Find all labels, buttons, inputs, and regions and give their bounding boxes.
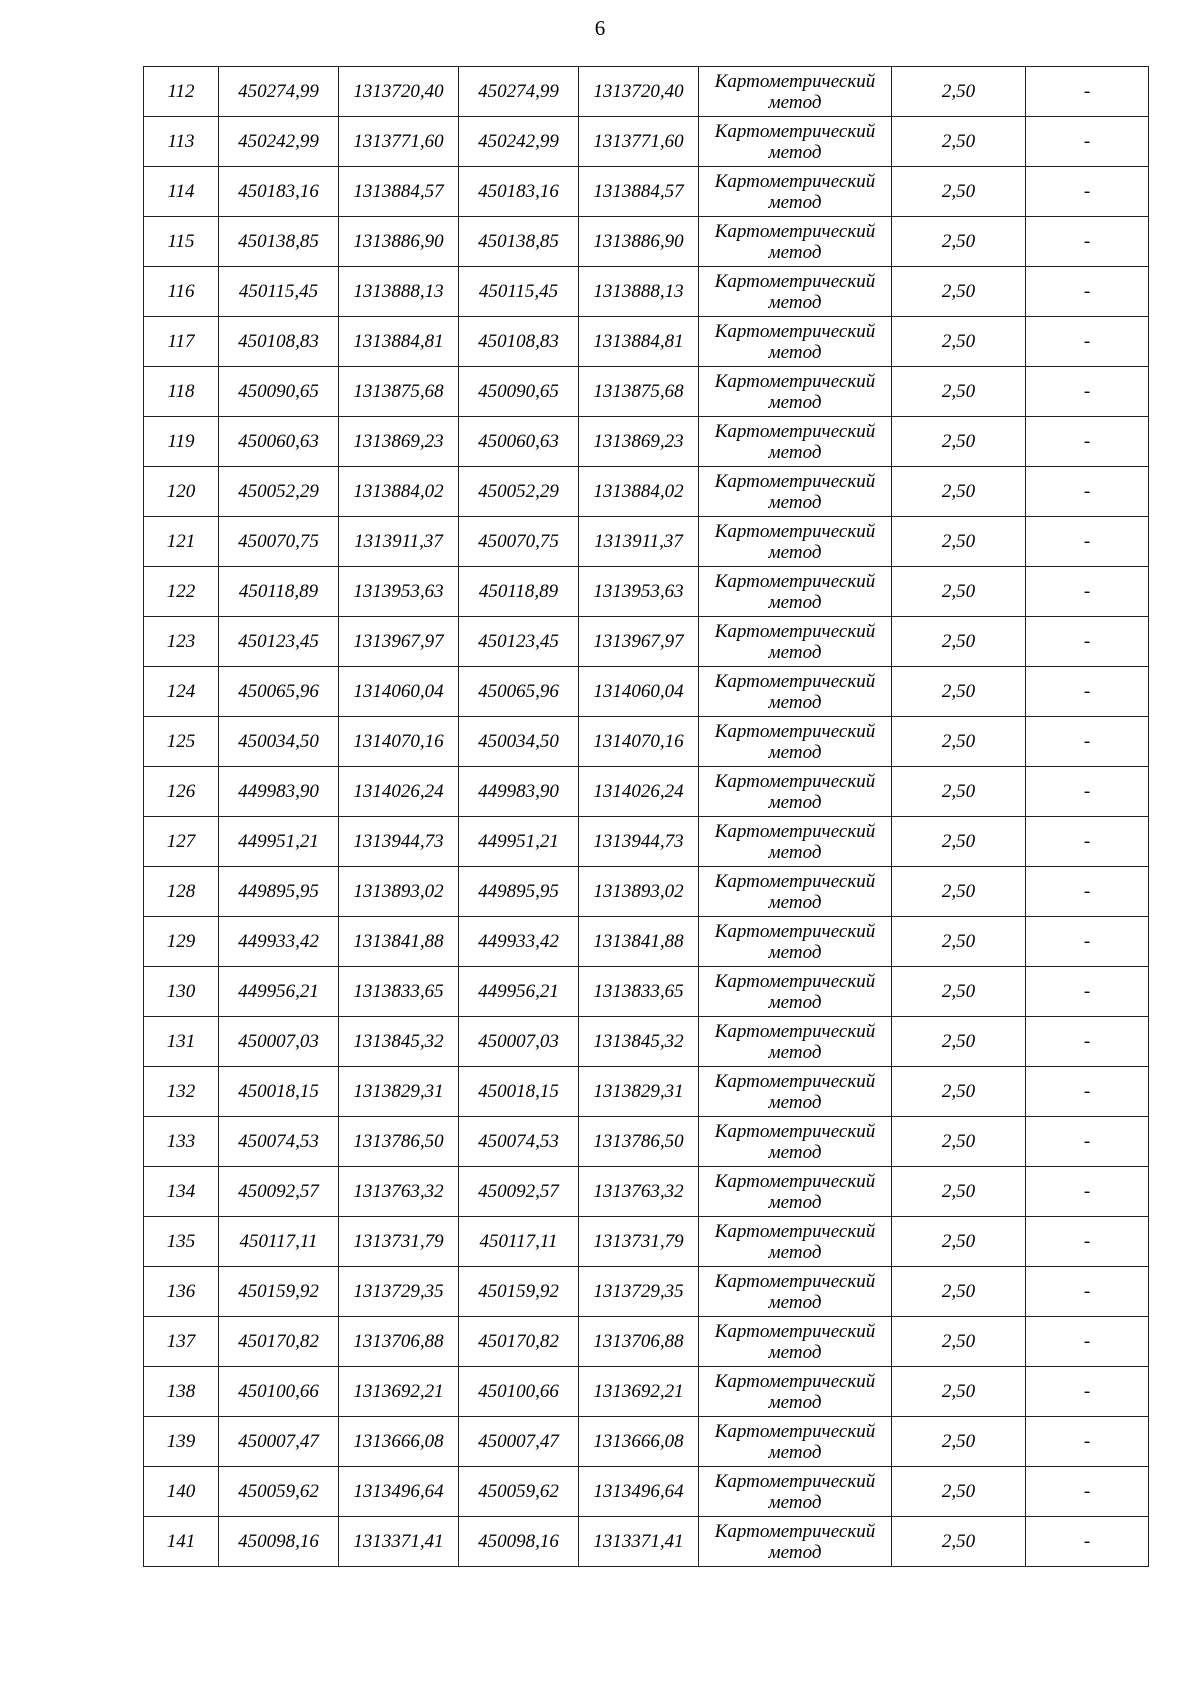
table-row xyxy=(144,267,1149,317)
table-row xyxy=(144,667,1149,717)
point-number-cell: 136 xyxy=(144,1267,219,1317)
method-cell: Картометрический метод xyxy=(699,1517,892,1567)
accuracy-cell: 2,50 xyxy=(892,617,1026,667)
description-cell: - xyxy=(1026,167,1149,217)
y-existing-cell: 1313771,60 xyxy=(339,117,459,167)
point-number-cell: 134 xyxy=(144,1167,219,1217)
x-refined-cell: 450117,11 xyxy=(459,1217,579,1267)
table-row xyxy=(144,1067,1149,1117)
x-existing-cell: 450117,11 xyxy=(219,1217,339,1267)
y-existing-cell: 1313763,32 xyxy=(339,1167,459,1217)
y-existing-cell: 1313884,81 xyxy=(339,317,459,367)
table-row xyxy=(144,1267,1149,1317)
accuracy-cell: 2,50 xyxy=(892,1317,1026,1367)
x-existing-cell: 449983,90 xyxy=(219,767,339,817)
table-row xyxy=(144,1417,1149,1467)
table-row xyxy=(144,167,1149,217)
method-cell: Картометрический метод xyxy=(699,1467,892,1517)
accuracy-cell: 2,50 xyxy=(892,417,1026,467)
table-row xyxy=(144,1317,1149,1367)
y-existing-cell: 1313706,88 xyxy=(339,1317,459,1367)
accuracy-cell: 2,50 xyxy=(892,767,1026,817)
y-refined-cell: 1313692,21 xyxy=(579,1367,699,1417)
method-cell: Картометрический метод xyxy=(699,767,892,817)
x-existing-cell: 450092,57 xyxy=(219,1167,339,1217)
y-existing-cell: 1313967,97 xyxy=(339,617,459,667)
point-number-cell: 137 xyxy=(144,1317,219,1367)
point-number-cell: 113 xyxy=(144,117,219,167)
x-existing-cell: 450123,45 xyxy=(219,617,339,667)
table-row xyxy=(144,1217,1149,1267)
y-refined-cell: 1313729,35 xyxy=(579,1267,699,1317)
y-existing-cell: 1313829,31 xyxy=(339,1067,459,1117)
accuracy-cell: 2,50 xyxy=(892,967,1026,1017)
table-row xyxy=(144,1367,1149,1417)
table-row xyxy=(144,817,1149,867)
description-cell: - xyxy=(1026,967,1149,1017)
accuracy-cell: 2,50 xyxy=(892,467,1026,517)
x-refined-cell: 450100,66 xyxy=(459,1367,579,1417)
y-existing-cell: 1313875,68 xyxy=(339,367,459,417)
y-refined-cell: 1313720,40 xyxy=(579,67,699,117)
y-refined-cell: 1313953,63 xyxy=(579,567,699,617)
x-existing-cell: 450108,83 xyxy=(219,317,339,367)
y-refined-cell: 1314060,04 xyxy=(579,667,699,717)
y-refined-cell: 1313888,13 xyxy=(579,267,699,317)
accuracy-cell: 2,50 xyxy=(892,1267,1026,1317)
table-row xyxy=(144,217,1149,267)
point-number-cell: 135 xyxy=(144,1217,219,1267)
method-cell: Картометрический метод xyxy=(699,1117,892,1167)
accuracy-cell: 2,50 xyxy=(892,67,1026,117)
description-cell: - xyxy=(1026,1267,1149,1317)
x-existing-cell: 450115,45 xyxy=(219,267,339,317)
x-refined-cell: 450092,57 xyxy=(459,1167,579,1217)
point-number-cell: 127 xyxy=(144,817,219,867)
accuracy-cell: 2,50 xyxy=(892,1517,1026,1567)
method-cell: Картометрический метод xyxy=(699,117,892,167)
table-row xyxy=(144,1017,1149,1067)
y-refined-cell: 1313944,73 xyxy=(579,817,699,867)
table-row xyxy=(144,1167,1149,1217)
x-existing-cell: 450242,99 xyxy=(219,117,339,167)
x-existing-cell: 449933,42 xyxy=(219,917,339,967)
y-existing-cell: 1313869,23 xyxy=(339,417,459,467)
description-cell: - xyxy=(1026,917,1149,967)
x-existing-cell: 450170,82 xyxy=(219,1317,339,1367)
y-existing-cell: 1313666,08 xyxy=(339,1417,459,1467)
method-cell: Картометрический метод xyxy=(699,867,892,917)
y-refined-cell: 1313841,88 xyxy=(579,917,699,967)
y-refined-cell: 1313884,81 xyxy=(579,317,699,367)
x-refined-cell: 450098,16 xyxy=(459,1517,579,1567)
x-refined-cell: 450183,16 xyxy=(459,167,579,217)
x-refined-cell: 450007,03 xyxy=(459,1017,579,1067)
y-existing-cell: 1313888,13 xyxy=(339,267,459,317)
point-number-cell: 114 xyxy=(144,167,219,217)
table-row xyxy=(144,1517,1149,1567)
accuracy-cell: 2,50 xyxy=(892,817,1026,867)
x-refined-cell: 449956,21 xyxy=(459,967,579,1017)
description-cell: - xyxy=(1026,117,1149,167)
method-cell: Картометрический метод xyxy=(699,1017,892,1067)
point-number-cell: 139 xyxy=(144,1417,219,1467)
y-existing-cell: 1313729,35 xyxy=(339,1267,459,1317)
y-refined-cell: 1313869,23 xyxy=(579,417,699,467)
y-refined-cell: 1313496,64 xyxy=(579,1467,699,1517)
point-number-cell: 132 xyxy=(144,1067,219,1117)
description-cell: - xyxy=(1026,617,1149,667)
description-cell: - xyxy=(1026,217,1149,267)
accuracy-cell: 2,50 xyxy=(892,567,1026,617)
x-existing-cell: 450007,03 xyxy=(219,1017,339,1067)
x-refined-cell: 450138,85 xyxy=(459,217,579,267)
accuracy-cell: 2,50 xyxy=(892,367,1026,417)
point-number-cell: 131 xyxy=(144,1017,219,1067)
point-number-cell: 121 xyxy=(144,517,219,567)
x-refined-cell: 450074,53 xyxy=(459,1117,579,1167)
description-cell: - xyxy=(1026,1067,1149,1117)
description-cell: - xyxy=(1026,1467,1149,1517)
description-cell: - xyxy=(1026,1017,1149,1067)
accuracy-cell: 2,50 xyxy=(892,317,1026,367)
x-existing-cell: 450183,16 xyxy=(219,167,339,217)
point-number-cell: 120 xyxy=(144,467,219,517)
accuracy-cell: 2,50 xyxy=(892,1217,1026,1267)
description-cell: - xyxy=(1026,567,1149,617)
x-refined-cell: 450115,45 xyxy=(459,267,579,317)
table-row xyxy=(144,1467,1149,1517)
x-refined-cell: 450159,92 xyxy=(459,1267,579,1317)
point-number-cell: 141 xyxy=(144,1517,219,1567)
description-cell: - xyxy=(1026,1317,1149,1367)
description-cell: - xyxy=(1026,1367,1149,1417)
method-cell: Картометрический метод xyxy=(699,517,892,567)
x-refined-cell: 450007,47 xyxy=(459,1417,579,1467)
point-number-cell: 117 xyxy=(144,317,219,367)
page-number: 6 xyxy=(594,16,606,40)
x-refined-cell: 450034,50 xyxy=(459,717,579,767)
y-existing-cell: 1313886,90 xyxy=(339,217,459,267)
accuracy-cell: 2,50 xyxy=(892,117,1026,167)
table-row xyxy=(144,367,1149,417)
table-row xyxy=(144,417,1149,467)
y-existing-cell: 1313731,79 xyxy=(339,1217,459,1267)
x-refined-cell: 449951,21 xyxy=(459,817,579,867)
description-cell: - xyxy=(1026,1167,1149,1217)
point-number-cell: 133 xyxy=(144,1117,219,1167)
y-existing-cell: 1313786,50 xyxy=(339,1117,459,1167)
x-existing-cell: 449956,21 xyxy=(219,967,339,1017)
point-number-cell: 123 xyxy=(144,617,219,667)
table-row xyxy=(144,767,1149,817)
accuracy-cell: 2,50 xyxy=(892,1117,1026,1167)
y-refined-cell: 1313886,90 xyxy=(579,217,699,267)
method-cell: Картометрический метод xyxy=(699,617,892,667)
x-refined-cell: 450070,75 xyxy=(459,517,579,567)
x-existing-cell: 450098,16 xyxy=(219,1517,339,1567)
point-number-cell: 125 xyxy=(144,717,219,767)
y-refined-cell: 1313911,37 xyxy=(579,517,699,567)
y-existing-cell: 1313371,41 xyxy=(339,1517,459,1567)
x-refined-cell: 450059,62 xyxy=(459,1467,579,1517)
description-cell: - xyxy=(1026,1217,1149,1267)
x-existing-cell: 450138,85 xyxy=(219,217,339,267)
table-row xyxy=(144,567,1149,617)
method-cell: Картометрический метод xyxy=(699,417,892,467)
x-existing-cell: 450074,53 xyxy=(219,1117,339,1167)
point-number-cell: 116 xyxy=(144,267,219,317)
y-refined-cell: 1313771,60 xyxy=(579,117,699,167)
accuracy-cell: 2,50 xyxy=(892,1167,1026,1217)
method-cell: Картометрический метод xyxy=(699,567,892,617)
y-refined-cell: 1313786,50 xyxy=(579,1117,699,1167)
method-cell: Картометрический метод xyxy=(699,167,892,217)
y-existing-cell: 1313720,40 xyxy=(339,67,459,117)
x-refined-cell: 450118,89 xyxy=(459,567,579,617)
y-refined-cell: 1313371,41 xyxy=(579,1517,699,1567)
y-existing-cell: 1313833,65 xyxy=(339,967,459,1017)
method-cell: Картометрический метод xyxy=(699,1067,892,1117)
x-refined-cell: 449933,42 xyxy=(459,917,579,967)
table-row xyxy=(144,867,1149,917)
table-row xyxy=(144,1117,1149,1167)
method-cell: Картометрический метод xyxy=(699,217,892,267)
x-refined-cell: 449983,90 xyxy=(459,767,579,817)
point-number-cell: 119 xyxy=(144,417,219,467)
point-number-cell: 124 xyxy=(144,667,219,717)
accuracy-cell: 2,50 xyxy=(892,917,1026,967)
description-cell: - xyxy=(1026,267,1149,317)
point-number-cell: 128 xyxy=(144,867,219,917)
y-existing-cell: 1313944,73 xyxy=(339,817,459,867)
accuracy-cell: 2,50 xyxy=(892,667,1026,717)
description-cell: - xyxy=(1026,517,1149,567)
method-cell: Картометрический метод xyxy=(699,367,892,417)
method-cell: Картометрический метод xyxy=(699,917,892,967)
y-existing-cell: 1313841,88 xyxy=(339,917,459,967)
y-existing-cell: 1313953,63 xyxy=(339,567,459,617)
y-refined-cell: 1313893,02 xyxy=(579,867,699,917)
accuracy-cell: 2,50 xyxy=(892,1067,1026,1117)
point-number-cell: 129 xyxy=(144,917,219,967)
y-existing-cell: 1314026,24 xyxy=(339,767,459,817)
table-body xyxy=(144,67,1149,1567)
point-number-cell: 115 xyxy=(144,217,219,267)
description-cell: - xyxy=(1026,817,1149,867)
x-refined-cell: 450052,29 xyxy=(459,467,579,517)
table-row xyxy=(144,967,1149,1017)
x-existing-cell: 450059,62 xyxy=(219,1467,339,1517)
x-existing-cell: 450018,15 xyxy=(219,1067,339,1117)
method-cell: Картометрический метод xyxy=(699,1317,892,1367)
description-cell: - xyxy=(1026,1117,1149,1167)
description-cell: - xyxy=(1026,767,1149,817)
x-existing-cell: 450007,47 xyxy=(219,1417,339,1467)
x-existing-cell: 450070,75 xyxy=(219,517,339,567)
y-refined-cell: 1313884,57 xyxy=(579,167,699,217)
table-row xyxy=(144,917,1149,967)
y-existing-cell: 1313692,21 xyxy=(339,1367,459,1417)
method-cell: Картометрический метод xyxy=(699,1267,892,1317)
accuracy-cell: 2,50 xyxy=(892,517,1026,567)
description-cell: - xyxy=(1026,667,1149,717)
table-row xyxy=(144,67,1149,117)
method-cell: Картометрический метод xyxy=(699,1367,892,1417)
y-refined-cell: 1313967,97 xyxy=(579,617,699,667)
table-row xyxy=(144,317,1149,367)
method-cell: Картометрический метод xyxy=(699,817,892,867)
y-existing-cell: 1314070,16 xyxy=(339,717,459,767)
x-refined-cell: 450065,96 xyxy=(459,667,579,717)
y-refined-cell: 1313731,79 xyxy=(579,1217,699,1267)
coordinates-table xyxy=(143,66,1149,1567)
x-refined-cell: 450170,82 xyxy=(459,1317,579,1367)
x-refined-cell: 450242,99 xyxy=(459,117,579,167)
description-cell: - xyxy=(1026,1517,1149,1567)
method-cell: Картометрический метод xyxy=(699,1417,892,1467)
y-refined-cell: 1314070,16 xyxy=(579,717,699,767)
method-cell: Картометрический метод xyxy=(699,967,892,1017)
y-existing-cell: 1313845,32 xyxy=(339,1017,459,1067)
accuracy-cell: 2,50 xyxy=(892,717,1026,767)
point-number-cell: 112 xyxy=(144,67,219,117)
table-row xyxy=(144,717,1149,767)
x-existing-cell: 450090,65 xyxy=(219,367,339,417)
accuracy-cell: 2,50 xyxy=(892,1467,1026,1517)
y-existing-cell: 1313911,37 xyxy=(339,517,459,567)
x-existing-cell: 450060,63 xyxy=(219,417,339,467)
description-cell: - xyxy=(1026,417,1149,467)
accuracy-cell: 2,50 xyxy=(892,1017,1026,1067)
x-existing-cell: 450100,66 xyxy=(219,1367,339,1417)
accuracy-cell: 2,50 xyxy=(892,1417,1026,1467)
x-existing-cell: 450034,50 xyxy=(219,717,339,767)
y-existing-cell: 1313884,02 xyxy=(339,467,459,517)
method-cell: Картометрический метод xyxy=(699,317,892,367)
table-row xyxy=(144,617,1149,667)
x-refined-cell: 450090,65 xyxy=(459,367,579,417)
x-existing-cell: 449951,21 xyxy=(219,817,339,867)
x-refined-cell: 450274,99 xyxy=(459,67,579,117)
accuracy-cell: 2,50 xyxy=(892,167,1026,217)
y-refined-cell: 1313763,32 xyxy=(579,1167,699,1217)
description-cell: - xyxy=(1026,467,1149,517)
x-existing-cell: 450118,89 xyxy=(219,567,339,617)
x-refined-cell: 450108,83 xyxy=(459,317,579,367)
method-cell: Картометрический метод xyxy=(699,67,892,117)
y-refined-cell: 1313875,68 xyxy=(579,367,699,417)
x-refined-cell: 450018,15 xyxy=(459,1067,579,1117)
point-number-cell: 118 xyxy=(144,367,219,417)
y-existing-cell: 1313496,64 xyxy=(339,1467,459,1517)
x-refined-cell: 450123,45 xyxy=(459,617,579,667)
point-number-cell: 126 xyxy=(144,767,219,817)
y-refined-cell: 1314026,24 xyxy=(579,767,699,817)
method-cell: Картометрический метод xyxy=(699,467,892,517)
table-row xyxy=(144,517,1149,567)
description-cell: - xyxy=(1026,67,1149,117)
x-existing-cell: 450052,29 xyxy=(219,467,339,517)
x-refined-cell: 450060,63 xyxy=(459,417,579,467)
y-refined-cell: 1313845,32 xyxy=(579,1017,699,1067)
method-cell: Картометрический метод xyxy=(699,1217,892,1267)
method-cell: Картометрический метод xyxy=(699,667,892,717)
method-cell: Картометрический метод xyxy=(699,717,892,767)
x-existing-cell: 449895,95 xyxy=(219,867,339,917)
y-refined-cell: 1313833,65 xyxy=(579,967,699,1017)
table-row xyxy=(144,117,1149,167)
method-cell: Картометрический метод xyxy=(699,267,892,317)
y-refined-cell: 1313829,31 xyxy=(579,1067,699,1117)
accuracy-cell: 2,50 xyxy=(892,1367,1026,1417)
description-cell: - xyxy=(1026,367,1149,417)
accuracy-cell: 2,50 xyxy=(892,867,1026,917)
method-cell: Картометрический метод xyxy=(699,1167,892,1217)
accuracy-cell: 2,50 xyxy=(892,217,1026,267)
description-cell: - xyxy=(1026,1417,1149,1467)
point-number-cell: 138 xyxy=(144,1367,219,1417)
table-row xyxy=(144,467,1149,517)
x-existing-cell: 450065,96 xyxy=(219,667,339,717)
y-existing-cell: 1313884,57 xyxy=(339,167,459,217)
point-number-cell: 130 xyxy=(144,967,219,1017)
y-existing-cell: 1314060,04 xyxy=(339,667,459,717)
description-cell: - xyxy=(1026,867,1149,917)
point-number-cell: 140 xyxy=(144,1467,219,1517)
y-refined-cell: 1313706,88 xyxy=(579,1317,699,1367)
accuracy-cell: 2,50 xyxy=(892,267,1026,317)
x-refined-cell: 449895,95 xyxy=(459,867,579,917)
x-existing-cell: 450274,99 xyxy=(219,67,339,117)
x-existing-cell: 450159,92 xyxy=(219,1267,339,1317)
description-cell: - xyxy=(1026,717,1149,767)
y-refined-cell: 1313884,02 xyxy=(579,467,699,517)
y-existing-cell: 1313893,02 xyxy=(339,867,459,917)
description-cell: - xyxy=(1026,317,1149,367)
point-number-cell: 122 xyxy=(144,567,219,617)
y-refined-cell: 1313666,08 xyxy=(579,1417,699,1467)
